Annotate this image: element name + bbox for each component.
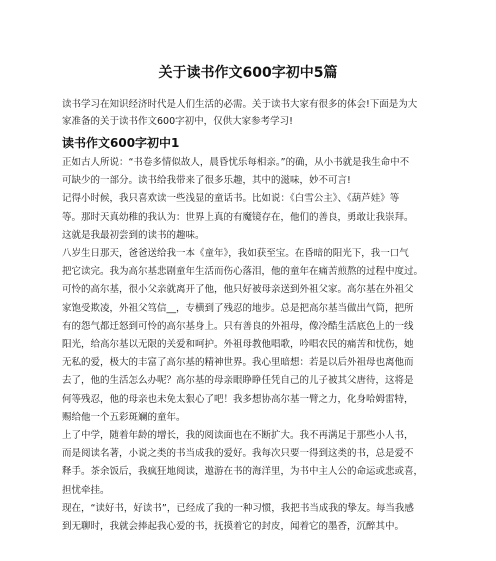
body-line: 现在，“读好书，好读书”，已经成了我的一种习惯，我把书当成我的挚友。每当我感: [62, 502, 414, 514]
body-line: 家饱受欺凌，外祖父笃信__，专横到了残忍的地步。总是把高尔基当做出气筒，把所: [62, 302, 414, 314]
section-heading: 读书作文600字初中1: [62, 136, 180, 150]
document-title: 关于读书作文600字初中5篇: [158, 65, 338, 81]
body-line: 可怜的高尔基，很小父亲就离开了他，他只好被母亲送到外祖父家。高尔基在外祖父: [62, 284, 414, 296]
body-line: 到无聊时，我就会捧起我心爱的书，抚摸着它的封皮，闻着它的墨香，沉醉其中。: [62, 521, 405, 533]
essay-body: [62, 154, 442, 536]
body-line: 去了，他的生活怎么办呢？高尔基的母亲眼睁睁任凭自己的儿子被其父唐待，这将是: [62, 375, 414, 387]
intro-paragraph: [62, 96, 442, 130]
body-line: 有的怨气都迁怒到可怜的高尔基身上。只有善良的外祖母，像冷酷生活底色上的一线: [62, 320, 414, 332]
body-line: 这就是我最初尝到的读书的趣味。: [62, 229, 205, 241]
body-line: 上了中学，随着年龄的增长，我的阅读面也在不断扩大。我不再满足于那些小人书，: [62, 430, 414, 442]
intro-line: 家准备的关于读书作文600字初中，仅供大家参考学习!: [62, 116, 293, 127]
intro-line: 读书学习在知识经济时代是人们生活的必需。关于读书大家有很多的体会!下面是为大: [62, 99, 418, 110]
body-line: 而是阅读名著，小说之类的书当成我的爱好。我每次只要一得到这类的书，总是爱不: [62, 448, 414, 460]
body-line: 担忧牵挂。: [62, 484, 110, 496]
body-line: 八岁生日那天，爸爸送给我一本《童年》，我如获至宝。在昏暗的阳光下，我一口气: [62, 248, 409, 260]
body-line: 何等残忍，他的母亲也未免太狠心了吧！我多想协高尔基一臂之力，化身哈姆雷特，: [62, 393, 414, 405]
body-line: 释手。茶余饭后，我疯狂地阅读，遨游在书的海洋里，为书中主人公的命运或悲或喜，: [62, 466, 424, 478]
body-line: 无私的爱，极大的丰富了高尔基的精神世界。我心里暗想：若是以后外祖母也离他而: [62, 357, 414, 369]
body-line: 把它读完。我为高尔基悲剧童年生活而伤心落泪，他的童年在痛苦煎熬的过程中度过。: [62, 266, 424, 278]
body-line: 阳光，给高尔基以无限的关爱和呵护。外祖母教他唱歌，吟唱农民的痛苦和忧伤，她: [62, 339, 414, 351]
body-line: 可缺少的一部分。读书给我带来了很多乐趣，其中的滋味，妙不可言!: [62, 175, 351, 187]
body-line: 记得小时候，我只喜欢读一些浅显的童话书。比如说：《白雪公主》、《葫芦娃》等: [62, 193, 400, 205]
body-line: 正如古人所说：“书卷多情似故人，晨昏忧乐每相亲。”的确，从小书就是我生命中不: [62, 157, 410, 168]
body-line: 赐给他一个五彩斑斓的童年。: [62, 411, 186, 423]
body-line: 等。那时天真幼稚的我认为：世界上真的有魔镜存在，他们的善良，勇敢让我崇拜。: [62, 211, 414, 223]
